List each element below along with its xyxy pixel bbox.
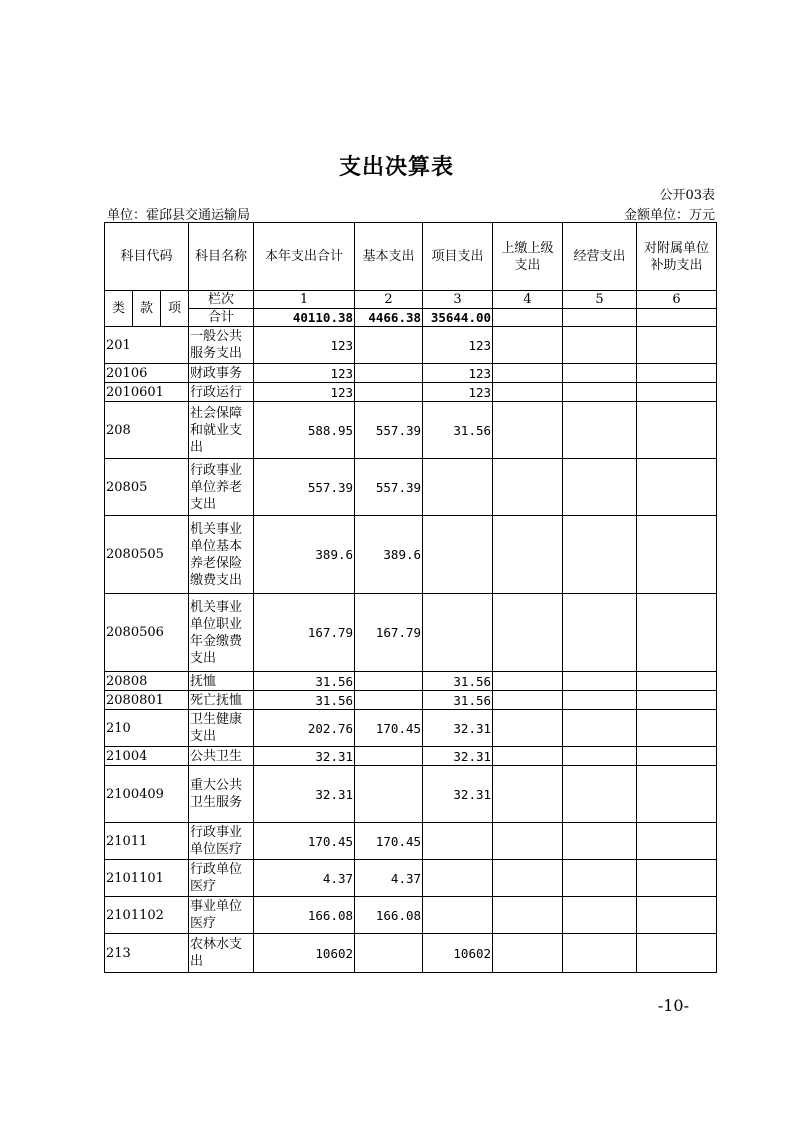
row-subsidy: [637, 672, 717, 691]
table-number: 公开03表: [659, 188, 715, 203]
row-total: 31.56: [254, 691, 355, 710]
row-basic: 557.39: [355, 459, 423, 516]
row-project: 32.31: [423, 747, 493, 766]
header-kuan: 款: [133, 291, 161, 327]
row-basic: 170.45: [355, 823, 423, 860]
row-upper: [493, 516, 563, 594]
row-business: [563, 383, 637, 402]
row-business: [563, 594, 637, 672]
table-row: [105, 691, 717, 710]
total-basic: 4466.38: [355, 309, 423, 327]
row-code: 213: [105, 934, 189, 973]
row-business: [563, 459, 637, 516]
unit-label: 单位：霍邱县交通运输局: [107, 208, 251, 223]
total-upper: [493, 309, 563, 327]
row-total: 32.31: [254, 747, 355, 766]
row-total: 557.39: [254, 459, 355, 516]
row-code: 2080506: [105, 594, 189, 672]
row-upper: [493, 766, 563, 823]
row-name: 行政事业单位医疗: [189, 823, 254, 860]
row-subsidy: [637, 594, 717, 672]
row-business: [563, 402, 637, 459]
row-upper: [493, 934, 563, 973]
total-row: [105, 309, 717, 327]
page-number: -10-: [657, 996, 689, 1015]
column-index-3: 3: [423, 291, 493, 309]
row-subsidy: [637, 516, 717, 594]
row-project: 10602: [423, 934, 493, 973]
row-basic: 389.6: [355, 516, 423, 594]
row-basic: 4.37: [355, 860, 423, 897]
table-row: [105, 383, 717, 402]
row-basic: [355, 747, 423, 766]
row-total: 123: [254, 327, 355, 364]
header-basic: 基本支出: [355, 223, 423, 291]
amount-unit-label: 金额单位：万元: [623, 208, 715, 223]
header-name: 科目名称: [189, 223, 254, 291]
header-lei: 类: [105, 291, 133, 327]
row-total: 167.79: [254, 594, 355, 672]
row-project: 32.31: [423, 710, 493, 747]
row-basic: [355, 691, 423, 710]
row-business: [563, 691, 637, 710]
row-upper: [493, 672, 563, 691]
row-project: [423, 594, 493, 672]
row-code: 2080505: [105, 516, 189, 594]
row-total: 10602: [254, 934, 355, 973]
row-name: 一般公共服务支出: [189, 327, 254, 364]
row-upper: [493, 691, 563, 710]
row-project: 123: [423, 327, 493, 364]
row-name: 抚恤: [189, 672, 254, 691]
row-basic: 170.45: [355, 710, 423, 747]
header-project: 项目支出: [423, 223, 493, 291]
row-basic: [355, 383, 423, 402]
row-project: [423, 897, 493, 934]
row-subsidy: [637, 459, 717, 516]
row-code: 210: [105, 710, 189, 747]
row-project: [423, 860, 493, 897]
header-business: 经营支出: [563, 223, 637, 291]
row-total: 389.6: [254, 516, 355, 594]
row-subsidy: [637, 747, 717, 766]
row-upper: [493, 327, 563, 364]
row-basic: [355, 364, 423, 383]
row-upper: [493, 710, 563, 747]
row-business: [563, 364, 637, 383]
row-subsidy: [637, 766, 717, 823]
table-row: [105, 766, 717, 823]
row-business: [563, 672, 637, 691]
total-project: 35644.00: [423, 309, 493, 327]
table-row: [105, 897, 717, 934]
row-name: 公共卫生: [189, 747, 254, 766]
table-row: [105, 934, 717, 973]
header-row: [105, 223, 717, 291]
table-row: [105, 459, 717, 516]
row-upper: [493, 402, 563, 459]
row-project: [423, 516, 493, 594]
row-project: 32.31: [423, 766, 493, 823]
row-upper: [493, 897, 563, 934]
row-project: 123: [423, 383, 493, 402]
row-business: [563, 934, 637, 973]
row-project: [423, 823, 493, 860]
row-project: 123: [423, 364, 493, 383]
row-upper: [493, 747, 563, 766]
table-row: [105, 402, 717, 459]
row-total: 202.76: [254, 710, 355, 747]
row-code: 201: [105, 327, 189, 364]
row-basic: 557.39: [355, 402, 423, 459]
row-code: 2101102: [105, 897, 189, 934]
row-total: 588.95: [254, 402, 355, 459]
table-row: [105, 747, 717, 766]
table-row: [105, 327, 717, 364]
row-upper: [493, 459, 563, 516]
row-name: 卫生健康支出: [189, 710, 254, 747]
row-total: 170.45: [254, 823, 355, 860]
total-subsidy: [637, 309, 717, 327]
table-row: [105, 672, 717, 691]
row-basic: [355, 672, 423, 691]
row-upper: [493, 860, 563, 897]
row-total: 123: [254, 383, 355, 402]
row-code: 21004: [105, 747, 189, 766]
row-code: 2010601: [105, 383, 189, 402]
row-code: 2100409: [105, 766, 189, 823]
row-total: 166.08: [254, 897, 355, 934]
page-title: 支出决算表: [338, 155, 454, 180]
row-name: 重大公共卫生服务: [189, 766, 254, 823]
row-basic: [355, 934, 423, 973]
row-basic: [355, 766, 423, 823]
row-code: 21011: [105, 823, 189, 860]
header-code: 科目代码: [105, 223, 189, 291]
row-business: [563, 823, 637, 860]
row-name: 社会保障和就业支出: [189, 402, 254, 459]
row-name: 机关事业单位基本养老保险缴费支出: [189, 516, 254, 594]
column-index-1: 1: [254, 291, 355, 309]
table-row: [105, 710, 717, 747]
header-xiang: 项: [161, 291, 189, 327]
table-row: [105, 364, 717, 383]
table-row: [105, 823, 717, 860]
row-business: [563, 747, 637, 766]
table-row: [105, 594, 717, 672]
total-label: 合计: [189, 309, 254, 327]
row-name: 事业单位医疗: [189, 897, 254, 934]
row-code: 2101101: [105, 860, 189, 897]
row-basic: [355, 327, 423, 364]
column-index-6: 6: [637, 291, 717, 309]
row-project: 31.56: [423, 691, 493, 710]
row-name: 农林水支出: [189, 934, 254, 973]
row-subsidy: [637, 710, 717, 747]
row-subsidy: [637, 364, 717, 383]
row-basic: 167.79: [355, 594, 423, 672]
row-code: 20808: [105, 672, 189, 691]
row-business: [563, 766, 637, 823]
header-total: 本年支出合计: [254, 223, 355, 291]
row-business: [563, 860, 637, 897]
row-basic: 166.08: [355, 897, 423, 934]
expenditure-table: [104, 222, 717, 973]
row-name: 行政单位医疗: [189, 860, 254, 897]
row-project: [423, 459, 493, 516]
header-upper: 上缴上级支出: [493, 223, 563, 291]
row-business: [563, 710, 637, 747]
row-name: 行政事业单位养老支出: [189, 459, 254, 516]
row-total: 32.31: [254, 766, 355, 823]
column-index-2: 2: [355, 291, 423, 309]
row-upper: [493, 594, 563, 672]
row-name: 行政运行: [189, 383, 254, 402]
row-upper: [493, 383, 563, 402]
row-total: 31.56: [254, 672, 355, 691]
row-name: 机关事业单位职业年金缴费支出: [189, 594, 254, 672]
row-code: 208: [105, 402, 189, 459]
row-business: [563, 327, 637, 364]
total-amount: 40110.38: [254, 309, 355, 327]
row-subsidy: [637, 383, 717, 402]
row-subsidy: [637, 860, 717, 897]
row-name: 财政事务: [189, 364, 254, 383]
row-name: 死亡抚恤: [189, 691, 254, 710]
row-total: 4.37: [254, 860, 355, 897]
row-business: [563, 516, 637, 594]
column-index-4: 4: [493, 291, 563, 309]
row-subsidy: [637, 402, 717, 459]
table-row: [105, 516, 717, 594]
row-code: 20805: [105, 459, 189, 516]
column-index-row: [105, 291, 717, 309]
total-business: [563, 309, 637, 327]
row-upper: [493, 364, 563, 383]
row-code: 2080801: [105, 691, 189, 710]
row-subsidy: [637, 934, 717, 973]
row-project: 31.56: [423, 672, 493, 691]
row-project: 31.56: [423, 402, 493, 459]
row-subsidy: [637, 897, 717, 934]
row-upper: [493, 823, 563, 860]
row-code: 20106: [105, 364, 189, 383]
table-row: [105, 860, 717, 897]
row-subsidy: [637, 823, 717, 860]
row-business: [563, 897, 637, 934]
column-index-5: 5: [563, 291, 637, 309]
row-total: 123: [254, 364, 355, 383]
row-subsidy: [637, 327, 717, 364]
column-index-label: 栏次: [189, 291, 254, 309]
row-subsidy: [637, 691, 717, 710]
header-subsidy: 对附属单位补助支出: [637, 223, 717, 291]
